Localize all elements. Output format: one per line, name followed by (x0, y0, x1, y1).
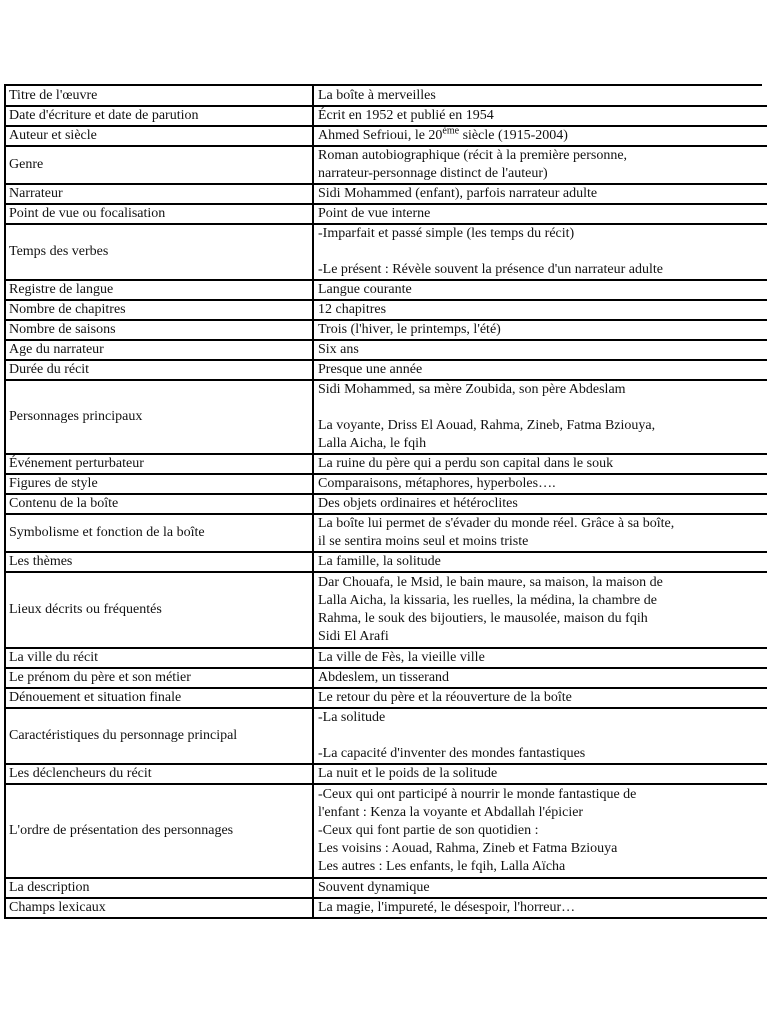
value-line: 12 chapitres (318, 302, 387, 317)
value-line: Presque une année (318, 362, 423, 377)
row-label: Date d'écriture et date de parution (5, 106, 313, 126)
line-gap (318, 727, 764, 745)
row-label: Lieux décrits ou fréquentés (5, 572, 313, 648)
value-line: Dar Chouafa, le Msid, le bain maure, sa maison, la maison de (318, 575, 663, 590)
value-line: Sidi El Arafi (318, 629, 389, 644)
table-row (5, 454, 767, 474)
row-label: Dénouement et situation finale (5, 688, 313, 708)
row-value (313, 340, 767, 360)
row-value (313, 280, 767, 300)
value-line: Souvent dynamique (318, 880, 430, 895)
table-row (5, 280, 767, 300)
table-row (5, 898, 767, 918)
table-row (5, 474, 767, 494)
value-text: Ahmed Sefrioui, le 20 (318, 128, 443, 143)
book-summary-table (4, 86, 767, 919)
value-line: il se sentira moins seul et moins triste (318, 534, 529, 549)
row-label: Les thèmes (5, 552, 313, 572)
row-value (313, 204, 767, 224)
row-value (313, 878, 767, 898)
table-row (5, 572, 767, 648)
table-row (5, 106, 767, 126)
value-line: Abdeslem, un tisserand (318, 670, 450, 685)
row-value (313, 224, 767, 280)
value-line: narrateur-personnage distinct de l'auteur) (318, 166, 548, 181)
row-label: La ville du récit (5, 648, 313, 668)
table-row (5, 380, 767, 454)
row-value (313, 688, 767, 708)
row-value (313, 184, 767, 204)
table-row (5, 878, 767, 898)
row-label: Figures de style (5, 474, 313, 494)
table-row (5, 784, 767, 878)
table-row (5, 86, 767, 106)
row-label: Nombre de saisons (5, 320, 313, 340)
table-row (5, 300, 767, 320)
row-value (313, 514, 767, 552)
value-line: Lalla Aicha, la kissaria, les ruelles, la médina, la chambre de (318, 593, 657, 608)
row-value (313, 300, 767, 320)
table-row (5, 126, 767, 146)
row-label: Durée du récit (5, 360, 313, 380)
row-value (313, 360, 767, 380)
table-row (5, 514, 767, 552)
table-row (5, 764, 767, 784)
row-label: Champs lexicaux (5, 898, 313, 918)
row-value (313, 474, 767, 494)
value-line: l'enfant : Kenza la voyante et Abdallah l'épicier (318, 805, 584, 820)
row-value (313, 320, 767, 340)
table-row (5, 494, 767, 514)
row-label: Temps des verbes (5, 224, 313, 280)
value-line: La boîte lui permet de s'évader du monde réel. Grâce à sa boîte, (318, 516, 675, 531)
value-line: -La capacité d'inventer des mondes fantastiques (318, 746, 586, 761)
row-value (313, 86, 767, 106)
value-line: La ruine du père qui a perdu son capital dans le souk (318, 456, 614, 471)
table-row (5, 552, 767, 572)
row-label: La description (5, 878, 313, 898)
row-value (313, 126, 767, 146)
table-row (5, 668, 767, 688)
row-label: Age du narrateur (5, 340, 313, 360)
row-label: Événement perturbateur (5, 454, 313, 474)
row-label: Narrateur (5, 184, 313, 204)
value-line: Roman autobiographique (récit à la première personne, (318, 148, 628, 163)
value-line: Langue courante (318, 282, 412, 297)
row-value (313, 454, 767, 474)
row-label: Registre de langue (5, 280, 313, 300)
row-label: Symbolisme et fonction de la boîte (5, 514, 313, 552)
table-row (5, 648, 767, 668)
row-value (313, 380, 767, 454)
ordinal-suffix: ème (442, 126, 460, 137)
value-line: La ville de Fès, la vieille ville (318, 650, 485, 665)
value-line: Sidi Mohammed (enfant), parfois narrateur adulte (318, 186, 598, 201)
value-line: Comparaisons, métaphores, hyperboles…. (318, 476, 556, 491)
table-row (5, 340, 767, 360)
row-value (313, 708, 767, 764)
row-label: L'ordre de présentation des personnages (5, 784, 313, 878)
row-value (313, 146, 767, 184)
row-label: Caractéristiques du personnage principal (5, 708, 313, 764)
value-line: Lalla Aicha, le fqih (318, 436, 427, 451)
row-label: Le prénom du père et son métier (5, 668, 313, 688)
line-gap (318, 243, 764, 261)
table-row (5, 360, 767, 380)
value-line: Les voisins : Aouad, Rahma, Zineb et Fatma Bziouya (318, 841, 618, 856)
table-row (5, 184, 767, 204)
table-row (5, 146, 767, 184)
value-line (318, 127, 764, 145)
row-value (313, 668, 767, 688)
value-line: -Imparfait et passé simple (les temps du récit) (318, 226, 575, 241)
value-line: Les autres : Les enfants, le fqih, Lalla Aïcha (318, 859, 566, 874)
value-line: -Ceux qui font partie de son quotidien : (318, 823, 539, 838)
row-value (313, 784, 767, 878)
row-label: Personnages principaux (5, 380, 313, 454)
value-line: La famille, la solitude (318, 554, 441, 569)
row-value (313, 494, 767, 514)
row-label: Nombre de chapitres (5, 300, 313, 320)
value-line: Sidi Mohammed, sa mère Zoubida, son père Abdeslam (318, 382, 626, 397)
value-line: La magie, l'impureté, le désespoir, l'horreur… (318, 900, 576, 915)
value-line: Écrit en 1952 et publié en 1954 (318, 108, 494, 123)
value-line: La voyante, Driss El Aouad, Rahma, Zineb, Fatma Bziouya, (318, 418, 656, 433)
value-line: Point de vue interne (318, 206, 431, 221)
summary-table-container (4, 84, 762, 919)
value-line: Rahma, le souk des bijoutiers, le mausolée, maison du fqih (318, 611, 648, 626)
row-label: Auteur et siècle (5, 126, 313, 146)
row-value (313, 106, 767, 126)
row-label: Genre (5, 146, 313, 184)
row-value (313, 648, 767, 668)
value-line: Trois (l'hiver, le printemps, l'été) (318, 322, 501, 337)
row-value (313, 572, 767, 648)
row-value (313, 898, 767, 918)
value-line: Des objets ordinaires et hétéroclites (318, 496, 518, 511)
value-line: Le retour du père et la réouverture de la boîte (318, 690, 572, 705)
table-row (5, 204, 767, 224)
row-value (313, 764, 767, 784)
row-label: Titre de l'œuvre (5, 86, 313, 106)
row-label: Point de vue ou focalisation (5, 204, 313, 224)
row-value (313, 552, 767, 572)
value-line: La boîte à merveilles (318, 87, 436, 103)
table-row (5, 688, 767, 708)
value-text: siècle (1915-2004) (459, 128, 568, 143)
value-line: -La solitude (318, 710, 386, 725)
value-line: Six ans (318, 342, 359, 357)
table-row (5, 708, 767, 764)
value-line: -Le présent : Révèle souvent la présence d'un narrateur adulte (318, 262, 663, 277)
table-row (5, 224, 767, 280)
line-gap (318, 399, 764, 417)
value-line: La nuit et le poids de la solitude (318, 766, 498, 781)
row-label: Contenu de la boîte (5, 494, 313, 514)
value-line: -Ceux qui ont participé à nourrir le monde fantastique de (318, 787, 637, 802)
row-label: Les déclencheurs du récit (5, 764, 313, 784)
table-row (5, 320, 767, 340)
